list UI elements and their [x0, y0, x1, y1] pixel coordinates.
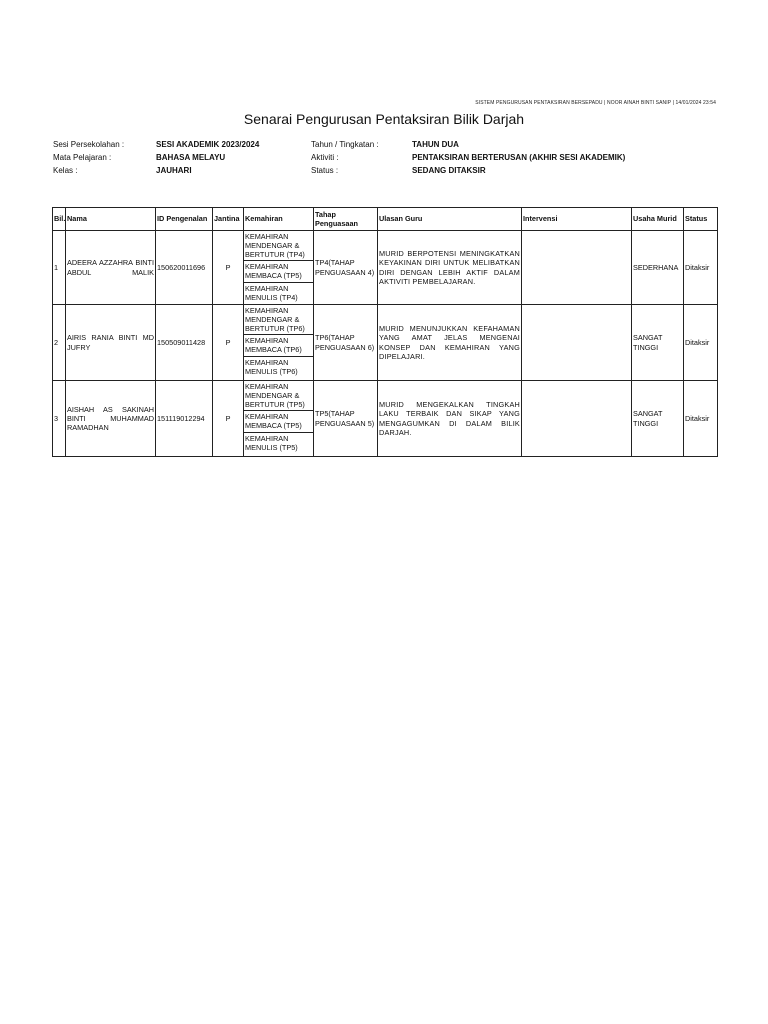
cell-ulasan: MURID MENUNJUKKAN KEFAHAMAN YANG AMAT JELAS MENGENAI KONSEP DAN KEMAHIRAN YANG DIPELAJARI.: [378, 305, 522, 381]
tahun-value: TAHUN DUA: [412, 140, 459, 149]
cell-status: Ditaksir: [684, 305, 718, 381]
header-jantina: Jantina: [213, 208, 244, 231]
system-info-line: SISTEM PENGURUSAN PENTAKSIRAN BERSEPADU | NOOR AINAH BINTI SANIP | 14/01/2024 23:54: [475, 100, 716, 106]
table-row: [53, 381, 718, 457]
kemahiran-item: KEMAHIRAN MENULIS (TP6): [245, 357, 298, 376]
cell-id: 150509011428: [156, 305, 213, 381]
kemahiran-item: KEMAHIRAN MEMBACA (TP5): [244, 411, 313, 432]
kemahiran-item: KEMAHIRAN MENDENGAR & BERTUTUR (TP4): [244, 231, 313, 261]
aktiviti-value: PENTAKSIRAN BERTERUSAN (AKHIR SESI AKADEMIK): [412, 153, 626, 162]
table-row: [53, 231, 718, 305]
cell-intervensi: [522, 231, 632, 305]
kemahiran-item: KEMAHIRAN MENULIS (TP5): [245, 433, 298, 452]
header-status: Status: [684, 208, 718, 231]
tahun-label: Tahun / Tingkatan :: [311, 140, 379, 149]
assessment-table: [52, 207, 718, 457]
sesi-label: Sesi Persekolahan :: [53, 140, 125, 149]
table-row: [53, 305, 718, 381]
kemahiran-item: KEMAHIRAN MEMBACA (TP5): [244, 261, 313, 282]
kemahiran-item: KEMAHIRAN MEMBACA (TP6): [244, 335, 313, 356]
kelas-label: Kelas :: [53, 166, 78, 175]
status-label: Status :: [311, 166, 339, 175]
cell-usaha: SEDERHANA: [632, 231, 684, 305]
cell-bil: 1: [53, 231, 66, 305]
cell-tahap: TP5(TAHAP PENGUASAAN 5): [314, 381, 378, 457]
cell-jantina: P: [213, 381, 244, 457]
header-nama: Nama: [66, 208, 156, 231]
header-intervensi: Intervensi: [522, 208, 632, 231]
header-ulasan: Ulasan Guru: [378, 208, 522, 231]
cell-kemahiran: [244, 305, 314, 381]
cell-intervensi: [522, 305, 632, 381]
page-title: Senarai Pengurusan Pentaksiran Bilik Darjah: [243, 111, 525, 127]
cell-id: 150620011696: [156, 231, 213, 305]
cell-kemahiran: [244, 381, 314, 457]
cell-status: Ditaksir: [684, 381, 718, 457]
status-value: SEDANG DITAKSIR: [412, 166, 486, 175]
cell-jantina: P: [213, 231, 244, 305]
cell-nama: AIRIS RANIA BINTI MD JUFRY: [66, 305, 156, 381]
mapel-label: Mata Pelajaran :: [53, 153, 112, 162]
cell-ulasan: MURID BERPOTENSI MENINGKATKAN KEYAKINAN DIRI UNTUK MELIBATKAN DIRI DENGAN LEBIH AKTIF DALAM AKTIVITI PEMBELAJARAN.: [378, 231, 522, 305]
kemahiran-item: KEMAHIRAN MENDENGAR & BERTUTUR (TP5): [244, 381, 313, 411]
mapel-value: BAHASA MELAYU: [156, 153, 226, 162]
header-kemahiran: Kemahiran: [244, 208, 314, 231]
kelas-value: JAUHARI: [156, 166, 192, 175]
cell-jantina: P: [213, 305, 244, 381]
cell-usaha: SANGAT TINGGI: [632, 381, 684, 457]
cell-status: Ditaksir: [684, 231, 718, 305]
cell-ulasan: MURID MENGEKALKAN TINGKAH LAKU TERBAIK DAN SIKAP YANG MENGAGUMKAN DI DALAM BILIK DARJAH.: [378, 381, 522, 457]
cell-usaha: SANGAT TINGGI: [632, 305, 684, 381]
sesi-value: SESI AKADEMIK 2023/2024: [156, 140, 260, 149]
kemahiran-item: KEMAHIRAN MENDENGAR & BERTUTUR (TP6): [244, 305, 313, 335]
cell-id: 151119012294: [156, 381, 213, 457]
cell-bil: 2: [53, 305, 66, 381]
header-id: ID Pengenalan: [156, 208, 213, 231]
cell-nama: AISHAH AS SAKINAH BINTI MUHAMMAD RAMADHAN: [66, 381, 156, 457]
kemahiran-item: KEMAHIRAN MENULIS (TP4): [245, 283, 298, 302]
aktiviti-label: Aktiviti :: [311, 153, 339, 162]
cell-tahap: TP6(TAHAP PENGUASAAN 6): [314, 305, 378, 381]
table-header-row: [53, 208, 718, 231]
header-tahap: Tahap Penguasaan: [314, 208, 378, 231]
header-usaha: Usaha Murid: [632, 208, 684, 231]
cell-tahap: TP4(TAHAP PENGUASAAN 4): [314, 231, 378, 305]
cell-bil: 3: [53, 381, 66, 457]
cell-nama: ADEERA AZZAHRA BINTI ABDUL MALIK: [66, 231, 156, 305]
header-bil: Bil.: [53, 208, 66, 231]
cell-kemahiran: [244, 231, 314, 305]
cell-intervensi: [522, 381, 632, 457]
